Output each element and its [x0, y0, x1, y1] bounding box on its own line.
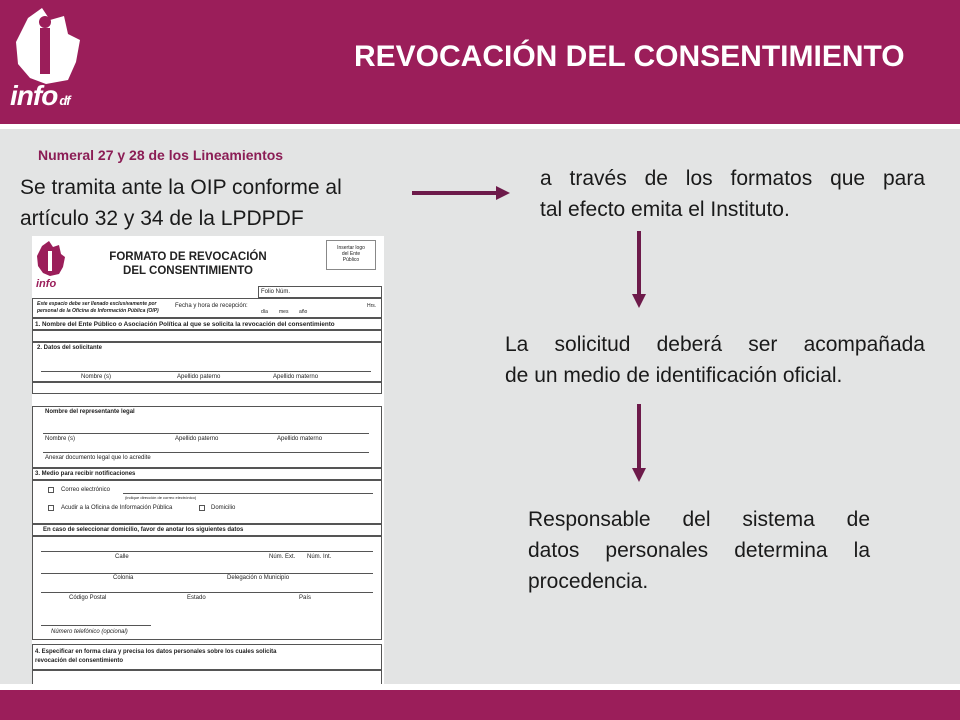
form-domicilio-header: En caso de seleccionar domicilio, favor de anotar los siguientes datos — [32, 524, 382, 536]
formatos-text: a través de los formatos que para tal efecto emita el Instituto. — [540, 167, 925, 221]
responsable-text: Responsable del sistema de datos personales determina la procedencia. — [528, 508, 870, 593]
form-folio: Folio Núm. — [258, 286, 382, 298]
form-notificaciones: Correo electrónico (indique dirección de correo electrónico) Acudir a la Oficina de Información Pública Domicilio — [32, 480, 382, 524]
form-representante: Nombre del representante legal Nombre (s) Apellido paterno Apellido materno Anexar documento legal que lo acredite — [32, 406, 382, 468]
subtitle: Numeral 27 y 28 de los Lineamientos — [38, 147, 284, 163]
footer-bar — [0, 690, 960, 720]
form-section-2: 2. Datos del solicitante Nombre (s) Apellido paterno Apellido materno — [32, 342, 382, 382]
form-section-3: 3. Medio para recibir notificaciones — [32, 468, 382, 480]
form-logo-placeholder: Insertar logo del Ente Público — [326, 240, 376, 270]
form-domicilio: Calle Núm. Ext. Núm. Int. Colonia Delegación o Municipio Código Postal Estado País Número telefónico (opcional) — [32, 536, 382, 640]
form-section-1: 1. Nombre del Ente Público o Asociación Política al que se solicita la revocación del consentimiento — [32, 318, 382, 330]
form-section-4: 4. Especificar en forma clara y precisa los datos personales sobre los cuales solicita revocación del consentimiento — [32, 644, 382, 670]
arrow-down-icon — [632, 404, 646, 482]
form-row-blank — [32, 330, 382, 342]
form-title: FORMATO DE REVOCACIÓN DEL CONSENTIMIENTO — [109, 251, 267, 277]
solicitud-text: La solicitud deberá ser acompañada de un medio de identificación oficial. — [505, 333, 925, 387]
page-title: REVOCACIÓN DEL CONSENTIMIENTO — [354, 40, 905, 73]
form-oip-row: Este espacio debe ser llenado exclusivamente por personal de la Oficina de Información Pública (OIP) Fecha y hora de recepción: día mes año Hrs. — [32, 298, 382, 318]
arrow-down-icon — [632, 231, 646, 308]
oip-text: Se tramita ante la OIP conforme al artículo 32 y 34 de la LPDPDF — [20, 176, 342, 230]
form-logo-icon — [34, 240, 68, 290]
arrow-right-icon — [412, 186, 510, 200]
form-row-blank — [32, 382, 382, 394]
svg-text:info: info — [36, 278, 57, 290]
form-thumbnail — [32, 236, 384, 696]
logo-text: info df — [10, 80, 70, 111]
